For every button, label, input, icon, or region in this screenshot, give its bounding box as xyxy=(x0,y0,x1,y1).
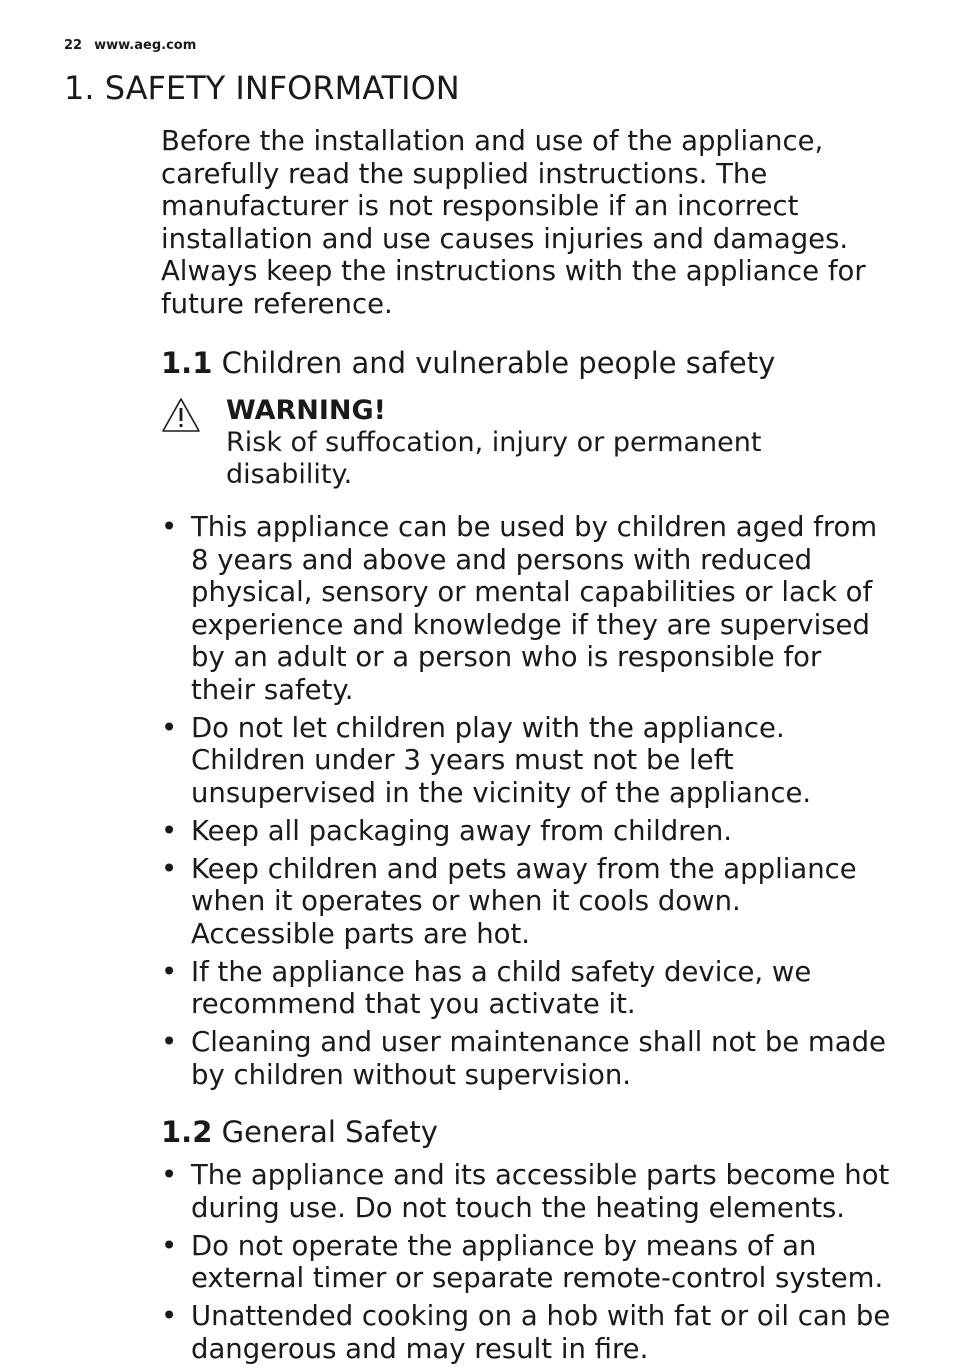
subsection-title: General Safety xyxy=(221,1115,438,1149)
website-url: www.aeg.com xyxy=(94,38,197,53)
section-title xyxy=(64,66,460,110)
list-item: • This appliance can be used by children aged from 8 years and above and persons with reduced physical, sensory or mental capabilities or lack of experience and knowledge if they are supervised by an adult or a person who is responsible for their safety. xyxy=(161,511,893,706)
subsection-heading-children-safety xyxy=(161,344,893,382)
section-number: 1. xyxy=(64,69,95,107)
warning-title: WARNING! xyxy=(226,395,386,426)
page-header xyxy=(64,38,196,53)
list-item: • If the appliance has a child safety device, we recommend that you activate it. xyxy=(161,956,893,1021)
intro-paragraph: Before the installation and use of the appliance, carefully read the supplied instructions. The manufacturer is not responsible if an incorrect installation and use causes injuries and damages. Always keep the instructions with the appliance for future reference. xyxy=(161,125,866,320)
children-safety-list xyxy=(161,511,893,1091)
list-item: • Cleaning and user maintenance shall not be made by children without supervision. xyxy=(161,1026,893,1091)
list-item: • The appliance and its accessible parts become hot during use. Do not touch the heating elements. xyxy=(161,1159,893,1224)
list-item: • Do not operate the appliance by means of an external timer or separate remote-control system. xyxy=(161,1230,893,1295)
subsection-number: 1.2 xyxy=(161,1115,213,1149)
subsection-title: Children and vulnerable people safety xyxy=(221,346,776,380)
content xyxy=(161,125,893,1371)
page-number: 22 xyxy=(64,38,83,53)
list-item: • Keep all packaging away from children. xyxy=(161,815,893,848)
subsection-number: 1.1 xyxy=(161,346,213,380)
list-item: • Unattended cooking on a hob with fat or oil can be dangerous and may result in fire. xyxy=(161,1300,893,1365)
warning-text: Risk of suffocation, injury or permanent disability. xyxy=(226,427,762,490)
general-safety-list xyxy=(161,1159,893,1365)
subsection-heading-general-safety xyxy=(161,1113,893,1151)
section-title-text: SAFETY INFORMATION xyxy=(104,69,460,107)
warning-triangle-icon xyxy=(161,397,201,433)
list-item: • Do not let children play with the appliance. Children under 3 years must not be left unsupervised in the vicinity of the appliance. xyxy=(161,712,893,810)
list-item: • Keep children and pets away from the appliance when it operates or when it cools down. Accessible parts are hot. xyxy=(161,853,893,951)
warning-box xyxy=(161,395,893,491)
